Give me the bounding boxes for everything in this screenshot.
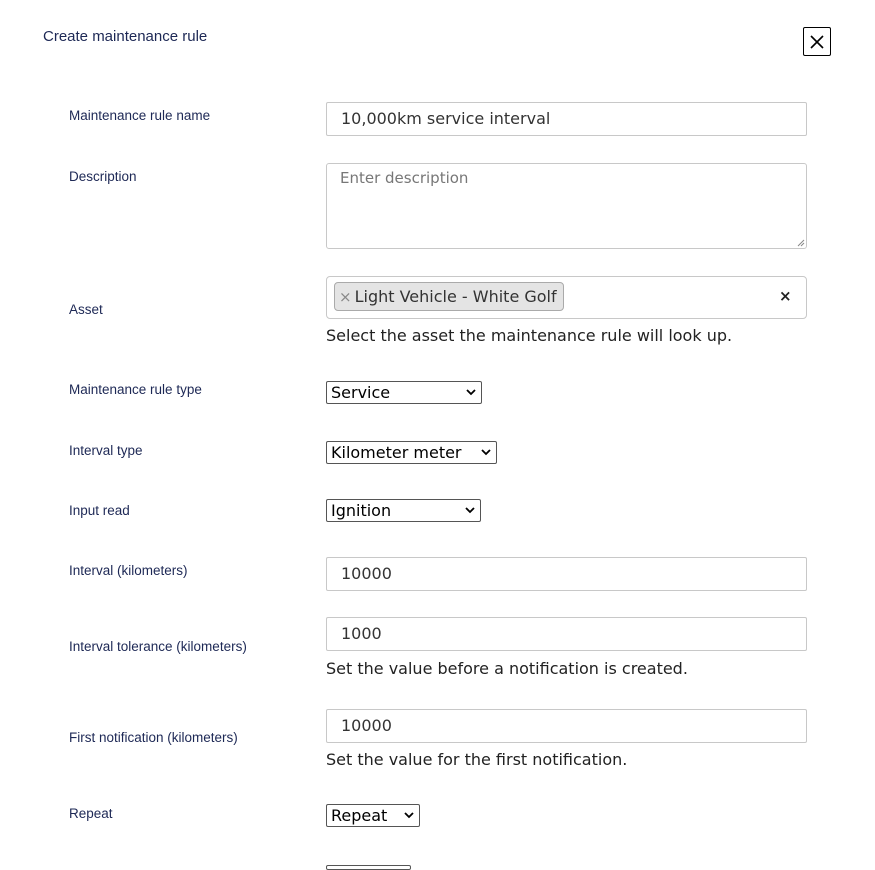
rule-type-value: Service bbox=[331, 383, 391, 402]
chevron-down-icon bbox=[466, 388, 476, 396]
chevron-down-icon bbox=[481, 448, 491, 456]
description-label: Description bbox=[69, 169, 137, 184]
first-notification-help-text: Set the value for the first notification. bbox=[326, 750, 628, 769]
repeat-value: Repeat bbox=[331, 806, 388, 825]
interval-tolerance-input[interactable]: 1000 bbox=[326, 617, 807, 651]
chevron-down-icon bbox=[465, 506, 475, 514]
asset-tag bbox=[334, 282, 564, 311]
rule-name-input[interactable]: 10,000km service interval bbox=[326, 102, 807, 136]
description-placeholder: Enter description bbox=[340, 169, 469, 187]
interval-tolerance-label: Interval tolerance (kilometers) bbox=[69, 639, 247, 654]
asset-select[interactable] bbox=[326, 276, 807, 319]
interval-type-select[interactable] bbox=[326, 441, 497, 464]
first-notification-input[interactable]: 10000 bbox=[326, 709, 807, 743]
interval-input[interactable]: 10000 bbox=[326, 557, 807, 591]
tag-remove-icon[interactable]: × bbox=[339, 287, 352, 306]
close-icon bbox=[810, 35, 824, 49]
clear-selection-icon[interactable]: × bbox=[779, 287, 792, 305]
asset-label: Asset bbox=[69, 302, 103, 317]
resize-grip-icon[interactable] bbox=[797, 239, 805, 247]
rule-type-label: Maintenance rule type bbox=[69, 382, 202, 397]
input-read-label: Input read bbox=[69, 503, 130, 518]
interval-type-label: Interval type bbox=[69, 443, 143, 458]
repeat-select[interactable] bbox=[326, 804, 420, 827]
chevron-down-icon bbox=[404, 811, 414, 819]
rule-name-label: Maintenance rule name bbox=[69, 108, 211, 123]
asset-tag-label: Light Vehicle - White Golf bbox=[354, 287, 557, 306]
interval-tolerance-help-text: Set the value before a notification is created. bbox=[326, 659, 688, 678]
repeat-label: Repeat bbox=[69, 806, 113, 821]
dialog-title: Create maintenance rule bbox=[43, 28, 208, 45]
rule-type-select[interactable] bbox=[326, 381, 482, 404]
close-button[interactable] bbox=[803, 27, 831, 56]
first-notification-label: First notification (kilometers) bbox=[69, 730, 238, 745]
asset-help-text: Select the asset the maintenance rule will look up. bbox=[326, 326, 733, 345]
interval-label: Interval (kilometers) bbox=[69, 563, 188, 578]
next-select-partial[interactable] bbox=[326, 865, 411, 870]
input-read-select[interactable] bbox=[326, 499, 481, 522]
interval-type-value: Kilometer meter bbox=[331, 443, 462, 462]
input-read-value: Ignition bbox=[331, 501, 392, 520]
description-textarea[interactable] bbox=[326, 163, 807, 249]
